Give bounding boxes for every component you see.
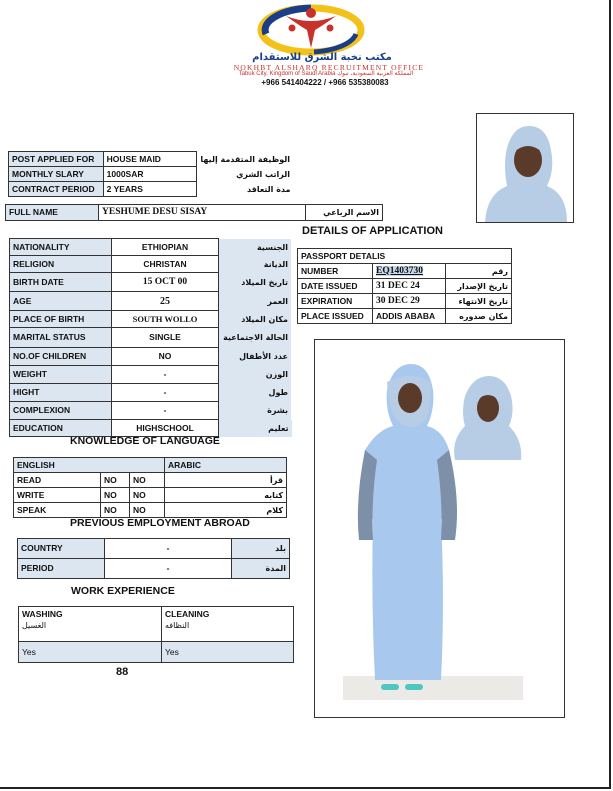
value-place-of-birth: SOUTH WOLLO bbox=[112, 311, 219, 328]
passport-title-row bbox=[298, 249, 512, 264]
personal-row bbox=[10, 348, 292, 366]
language-arabic-write: NO bbox=[130, 488, 165, 503]
value-age: 25 bbox=[112, 292, 219, 311]
value-marital-status: SINGLE bbox=[112, 328, 219, 348]
full-name-value: YESHUME DESU SISAY bbox=[99, 205, 306, 221]
passport-ar-place: مكان صدوره bbox=[446, 309, 512, 324]
language-label-speak: SPEAK bbox=[14, 503, 101, 518]
label-height: HIGHT bbox=[10, 384, 112, 402]
value-weight: - bbox=[112, 366, 219, 384]
employment-label-country: COUNTRY bbox=[18, 539, 105, 559]
personal-row bbox=[10, 273, 292, 292]
label-education: EDUCATION bbox=[10, 420, 112, 437]
ar-place-of-birth: مكان الميلاد bbox=[219, 311, 292, 328]
employment-row bbox=[18, 559, 290, 579]
experience-ar-washing: الغسيل bbox=[22, 621, 47, 630]
personal-row bbox=[10, 384, 292, 402]
full-name-table bbox=[5, 204, 383, 221]
language-label-read: READ bbox=[14, 473, 101, 488]
passport-label-place: PLACE ISSUED bbox=[298, 309, 373, 324]
label-complexion: COMPLEXION bbox=[10, 402, 112, 420]
ar-nationality: الجنسية bbox=[219, 239, 292, 256]
label-marital-status: MARITAL STATUS bbox=[10, 328, 112, 348]
office-name-arabic: مكتب نخبة الشرق للاستقدام bbox=[252, 52, 392, 63]
job-table bbox=[8, 151, 294, 197]
ar-weight: الوزن bbox=[219, 366, 292, 384]
headshot-photo bbox=[476, 113, 574, 223]
experience-label-row bbox=[19, 607, 294, 642]
language-col-arabic: ARABIC bbox=[165, 458, 287, 473]
ar-birth-date: تاريخ الميلاد bbox=[219, 273, 292, 292]
job-ar-post: الوظيفة المتقدمة إليها bbox=[197, 152, 294, 167]
employment-ar-country: بلد bbox=[232, 539, 290, 559]
passport-number-text: EQ1403730 bbox=[376, 265, 423, 276]
passport-row bbox=[298, 309, 512, 324]
language-row bbox=[14, 488, 287, 503]
page-number: 88 bbox=[116, 666, 129, 678]
full-body-figure bbox=[315, 340, 564, 717]
passport-label-issued: DATE ISSUED bbox=[298, 279, 373, 294]
company-logo bbox=[252, 4, 370, 56]
ar-marital-status: الحالة الاجتماعية bbox=[219, 328, 292, 348]
personal-row bbox=[10, 311, 292, 328]
employment-heading: PREVIOUS EMPLOYMENT ABROAD bbox=[70, 517, 250, 529]
passport-value-place: ADDIS ABABA bbox=[373, 309, 446, 324]
language-heading: KNOWLEDGE OF LANGUAGE bbox=[70, 435, 220, 447]
language-english-speak: NO bbox=[101, 503, 130, 518]
personal-row bbox=[10, 256, 292, 273]
value-children: NO bbox=[112, 348, 219, 366]
personal-row bbox=[10, 239, 292, 256]
employment-row bbox=[18, 539, 290, 559]
job-label-post: POST APPLIED FOR bbox=[9, 152, 104, 167]
value-religion: CHRISTAN bbox=[112, 256, 219, 273]
job-label-salary: MONTHLY SLARY bbox=[9, 167, 104, 182]
passport-ar-issued: تاريخ الإصدار bbox=[446, 279, 512, 294]
full-name-label: FULL NAME bbox=[6, 205, 99, 221]
value-complexion: - bbox=[112, 402, 219, 420]
passport-ar-number: رقم bbox=[446, 264, 512, 279]
employment-ar-period: المدة bbox=[232, 559, 290, 579]
value-birth-date: 15 OCT 00 bbox=[112, 273, 219, 292]
full-name-ar: الاسم الرباعي bbox=[306, 205, 383, 221]
language-ar-speak: كلام bbox=[165, 503, 287, 518]
personal-table bbox=[9, 238, 292, 437]
experience-label-cleaning: CLEANING bbox=[165, 609, 210, 619]
employment-label-period: PERIOD bbox=[18, 559, 105, 579]
office-address: Tabuk City, Kingdom of Saudi Arabia المملكة العربية السعودية، تبوك bbox=[238, 71, 414, 77]
employment-table bbox=[17, 538, 290, 579]
passport-ar-expiration: تاريخ الانتهاء bbox=[446, 294, 512, 309]
label-weight: WEIGHT bbox=[10, 366, 112, 384]
language-english-write: NO bbox=[101, 488, 130, 503]
full-body-photo bbox=[314, 339, 565, 718]
ar-education: تعليم bbox=[219, 420, 292, 437]
language-label-write: WRITE bbox=[14, 488, 101, 503]
personal-row bbox=[10, 366, 292, 384]
experience-label-washing: WASHING bbox=[22, 609, 63, 619]
label-age: AGE bbox=[10, 292, 112, 311]
job-value-contract: 2 YEARS bbox=[103, 182, 197, 197]
language-ar-write: كتابه bbox=[165, 488, 287, 503]
value-height: - bbox=[112, 384, 219, 402]
passport-title: PASSPORT DETALIS bbox=[298, 249, 512, 264]
job-value-post: HOUSE MAID bbox=[103, 152, 197, 167]
passport-value-number bbox=[373, 264, 446, 279]
experience-heading: WORK EXPERIENCE bbox=[71, 585, 175, 597]
language-ar-read: قرأ bbox=[165, 473, 287, 488]
language-table bbox=[13, 457, 287, 518]
ar-children: عدد الأطفال bbox=[219, 348, 292, 366]
passport-row bbox=[298, 264, 512, 279]
office-phones: +966 541404222 / +966 535380083 bbox=[261, 78, 389, 87]
experience-ar-cleaning: النظافه bbox=[165, 621, 190, 630]
experience-value-washing: Yes bbox=[19, 642, 162, 663]
label-children: NO.OF CHILDREN bbox=[10, 348, 112, 366]
passport-row bbox=[298, 279, 512, 294]
headshot-figure bbox=[477, 114, 573, 222]
language-arabic-speak: NO bbox=[130, 503, 165, 518]
ar-age: العمر bbox=[219, 292, 292, 311]
language-arabic-read: NO bbox=[130, 473, 165, 488]
experience-value-row bbox=[19, 642, 294, 663]
personal-row bbox=[10, 402, 292, 420]
personal-row bbox=[10, 420, 292, 437]
job-ar-contract: مدة التعاقد bbox=[197, 182, 294, 197]
personal-row bbox=[10, 328, 292, 348]
passport-label-number: NUMBER bbox=[298, 264, 373, 279]
passport-value-issued: 31 DEC 24 bbox=[373, 279, 446, 294]
language-row bbox=[14, 503, 287, 518]
language-english-read: NO bbox=[101, 473, 130, 488]
job-label-contract: CONTRACT PERIOD bbox=[9, 182, 104, 197]
details-heading: DETAILS OF APPLICATION bbox=[302, 225, 443, 237]
experience-table bbox=[18, 606, 294, 663]
passport-label-expiration: EXPIRATION bbox=[298, 294, 373, 309]
experience-cleaning-cell bbox=[162, 607, 294, 642]
ar-religion: الديانة bbox=[219, 256, 292, 273]
experience-washing-cell bbox=[19, 607, 162, 642]
ar-height: طول bbox=[219, 384, 292, 402]
job-row bbox=[9, 167, 294, 182]
language-header-row bbox=[14, 458, 287, 473]
label-nationality: NATIONALITY bbox=[10, 239, 112, 256]
language-row bbox=[14, 473, 287, 488]
job-row bbox=[9, 152, 294, 167]
language-col-english: ENGLISH bbox=[14, 458, 165, 473]
passport-value-expiration: 30 DEC 29 bbox=[373, 294, 446, 309]
employment-value-country: - bbox=[105, 539, 232, 559]
job-value-salary: 1000SAR bbox=[103, 167, 197, 182]
passport-table bbox=[297, 248, 512, 324]
full-name-row bbox=[6, 205, 383, 221]
personal-row bbox=[10, 292, 292, 311]
value-nationality: ETHIOPIAN bbox=[112, 239, 219, 256]
label-birth-date: BIRTH DATE bbox=[10, 273, 112, 292]
job-row bbox=[9, 182, 294, 197]
value-education: HIGHSCHOOL bbox=[112, 420, 219, 437]
job-ar-salary: الراتب الشري bbox=[197, 167, 294, 182]
experience-value-cleaning: Yes bbox=[162, 642, 294, 663]
office-name-english: NOKHBT ALSHARQ RECRUITMENT OFFICE bbox=[233, 63, 425, 72]
employment-value-period: - bbox=[105, 559, 232, 579]
ar-complexion: بشرة bbox=[219, 402, 292, 420]
passport-row bbox=[298, 294, 512, 309]
label-place-of-birth: PLACE OF BIRTH bbox=[10, 311, 112, 328]
label-religion: RELIGION bbox=[10, 256, 112, 273]
